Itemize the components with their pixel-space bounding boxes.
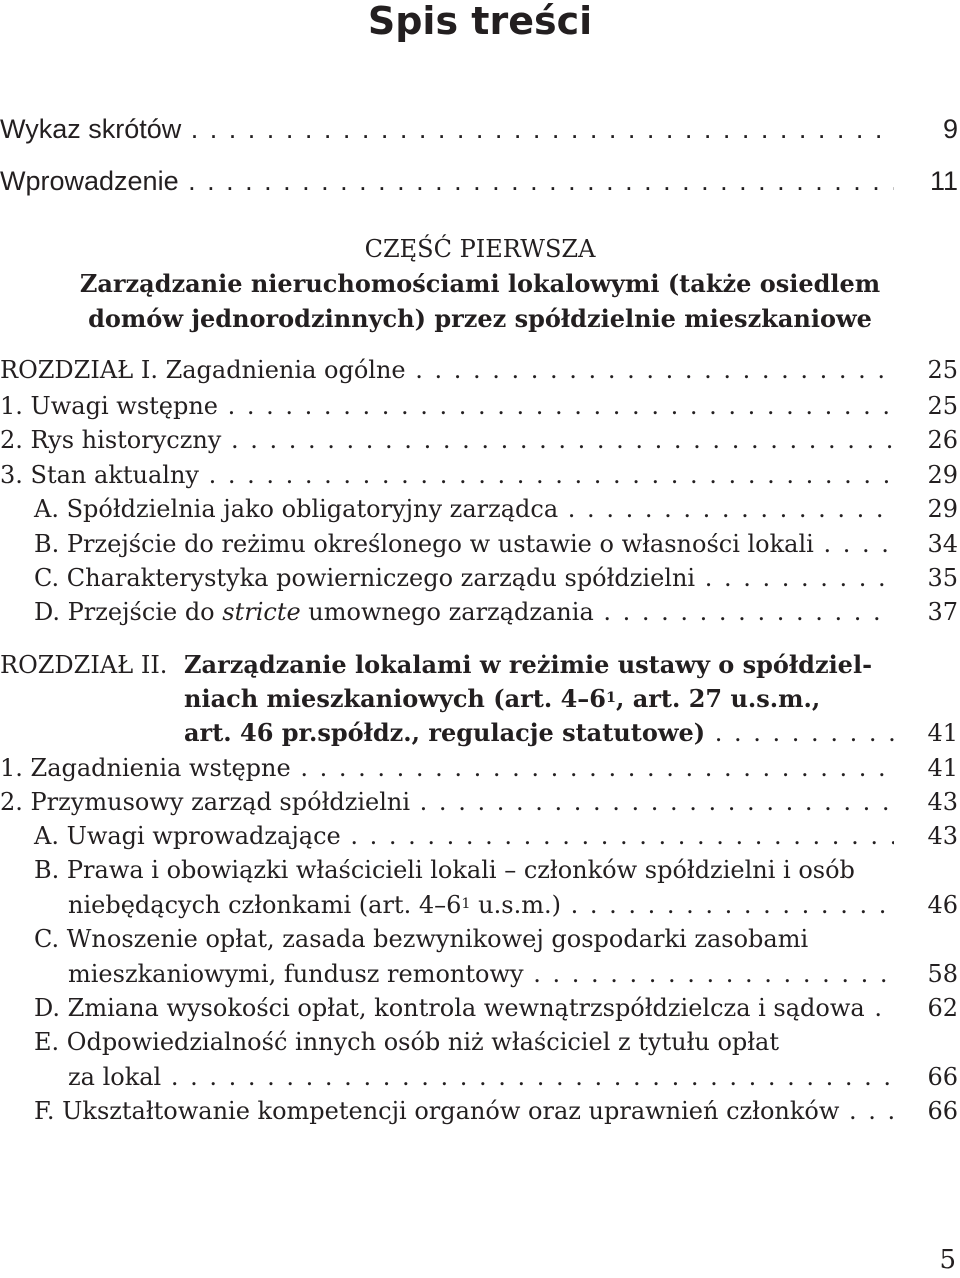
toc-entry-label: ROZDZIAŁ I. Zagadnienia ogólne . . . [0, 353, 894, 387]
toc-entry-label: 3. Stan aktualny . . . [0, 458, 894, 492]
toc-entry-page: 41 [927, 754, 958, 782]
toc-entry-label [0, 595, 894, 629]
toc-entry-label: 2. Rys historyczny . . . [0, 423, 894, 457]
toc-subentry[interactable] [0, 1060, 958, 1094]
toc-entry-page: 66 [927, 1097, 958, 1125]
toc-chapter-2[interactable] [0, 716, 958, 750]
toc-subentry[interactable] [0, 991, 958, 1025]
toc-entry[interactable] [0, 389, 958, 423]
toc-entry-label: F. Ukształtowanie kompetencji organów oraz uprawnień członków . . . [0, 1094, 894, 1128]
chapter-title-line: Zarządzanie lokalami w reżimie ustawy o spółdziel- [184, 650, 873, 679]
toc-subentry[interactable] [0, 888, 958, 922]
toc-entry-page: 34 [927, 530, 958, 558]
toc-entry[interactable] [0, 423, 958, 457]
toc-entry-label: B. Przejście do reżimu określonego w ustawie o własności lokali . . . [0, 527, 894, 561]
toc-entry-label: art. 46 pr.spółdz., regulacje statutowe) . . . [0, 716, 894, 750]
toc-entry-page: 62 [927, 994, 958, 1022]
toc-entry[interactable] [0, 785, 958, 819]
toc-entry[interactable] [0, 458, 958, 492]
part-label: CZĘŚĆ PIERWSZA [364, 235, 596, 263]
toc-entry-label: mieszkaniowymi, fundusz remontowy . . . [0, 957, 894, 991]
page-number: 5 [939, 1245, 956, 1275]
toc-subentry[interactable] [0, 492, 958, 526]
toc-entry-page: 26 [927, 426, 958, 454]
toc-entry-label: C. Charakterystyka powierniczego zarządu spółdzielni . . . [0, 561, 894, 595]
toc-entry-page: 66 [927, 1063, 958, 1091]
toc-entry-page: 29 [927, 461, 958, 489]
toc-chapter-1[interactable] [0, 353, 958, 387]
toc-entry-page: 9 [942, 114, 958, 144]
toc-subentry-line: C. Wnoszenie opłat, zasada bezwynikowej gospodarki zasobami [34, 925, 809, 953]
chapter-title-part: , art. 27 u.s.m., [616, 684, 821, 713]
label-part: niebędących członkami (art. 4–6 [68, 891, 462, 919]
toc-entry-page: 25 [927, 392, 958, 420]
toc-entry-label: 2. Przymusowy zarząd spółdzielni . . . [0, 785, 894, 819]
toc-entry-label: 1. Zagadnienia wstępne . . . [0, 751, 894, 785]
toc-subentry-line: E. Odpowiedzialność innych osób niż właściciel z tytułu opłat [34, 1028, 779, 1056]
toc-entry-label: A. Spółdzielnia jako obligatoryjny zarządca . . . [0, 492, 894, 526]
toc-subentry[interactable] [0, 957, 958, 991]
toc-subentry[interactable] [0, 595, 958, 629]
toc-entry-label: 1. Uwagi wstępne . . . [0, 389, 894, 423]
toc-subentry[interactable] [0, 1094, 958, 1128]
toc-entry-page: 11 [929, 166, 958, 196]
label-part: u.s.m.) [470, 891, 561, 919]
toc-entry-page: 25 [927, 356, 958, 384]
toc-entry-page: 43 [927, 788, 958, 816]
toc-entry-page: 41 [927, 719, 958, 747]
toc-entry-page: 29 [927, 495, 958, 523]
toc-subentry[interactable] [0, 561, 958, 595]
toc-entry[interactable] [0, 751, 958, 785]
toc-entry-label [0, 888, 894, 922]
toc-entry-page: 43 [927, 822, 958, 850]
toc-entry-page: 35 [927, 564, 958, 592]
toc-entry-abbreviations[interactable] [0, 112, 958, 146]
toc-entry-label: Wykaz skrótów . . . [0, 112, 894, 146]
chapter-label: ROZDZIAŁ II. [0, 651, 168, 679]
toc-subentry[interactable] [0, 819, 958, 853]
part-title-line: domów jednorodzinnych) przez spółdzielnie mieszkaniowe [88, 304, 872, 333]
page-title: Spis treści [367, 0, 593, 43]
toc-entry-page: 58 [927, 960, 958, 988]
toc-entry-page: 46 [927, 891, 958, 919]
toc-chapter-2-heading[interactable] [0, 648, 958, 682]
chapter-title-line [184, 682, 958, 716]
chapter-title-part: niach mieszkaniowych (art. 4–6 [184, 684, 606, 713]
toc-subentry[interactable] [0, 527, 958, 561]
label-prefix: D. Przejście do [34, 598, 223, 626]
superscript: 1 [461, 895, 471, 912]
part-title-line: Zarządzanie nieruchomościami lokalowymi (także osiedlem [79, 269, 881, 298]
toc-entry-page: 37 [927, 598, 958, 626]
toc-entry-label: D. Zmiana wysokości opłat, kontrola wewnątrzspółdzielcza i sądowa . . . [0, 991, 894, 1025]
label-suffix: umownego zarządzania [300, 598, 594, 626]
toc-entry-label: Wprowadzenie . . . [0, 164, 894, 198]
toc-entry-introduction[interactable] [0, 164, 958, 198]
label-italic: stricte [222, 598, 301, 626]
toc-entry-label: za lokal . . . [0, 1060, 894, 1094]
toc-entry-label: A. Uwagi wprowadzające . . . [0, 819, 894, 853]
superscript: 1 [605, 688, 616, 706]
toc-subentry-line: B. Prawa i obowiązki właścicieli lokali – członków spółdzielni i osób [34, 856, 855, 884]
